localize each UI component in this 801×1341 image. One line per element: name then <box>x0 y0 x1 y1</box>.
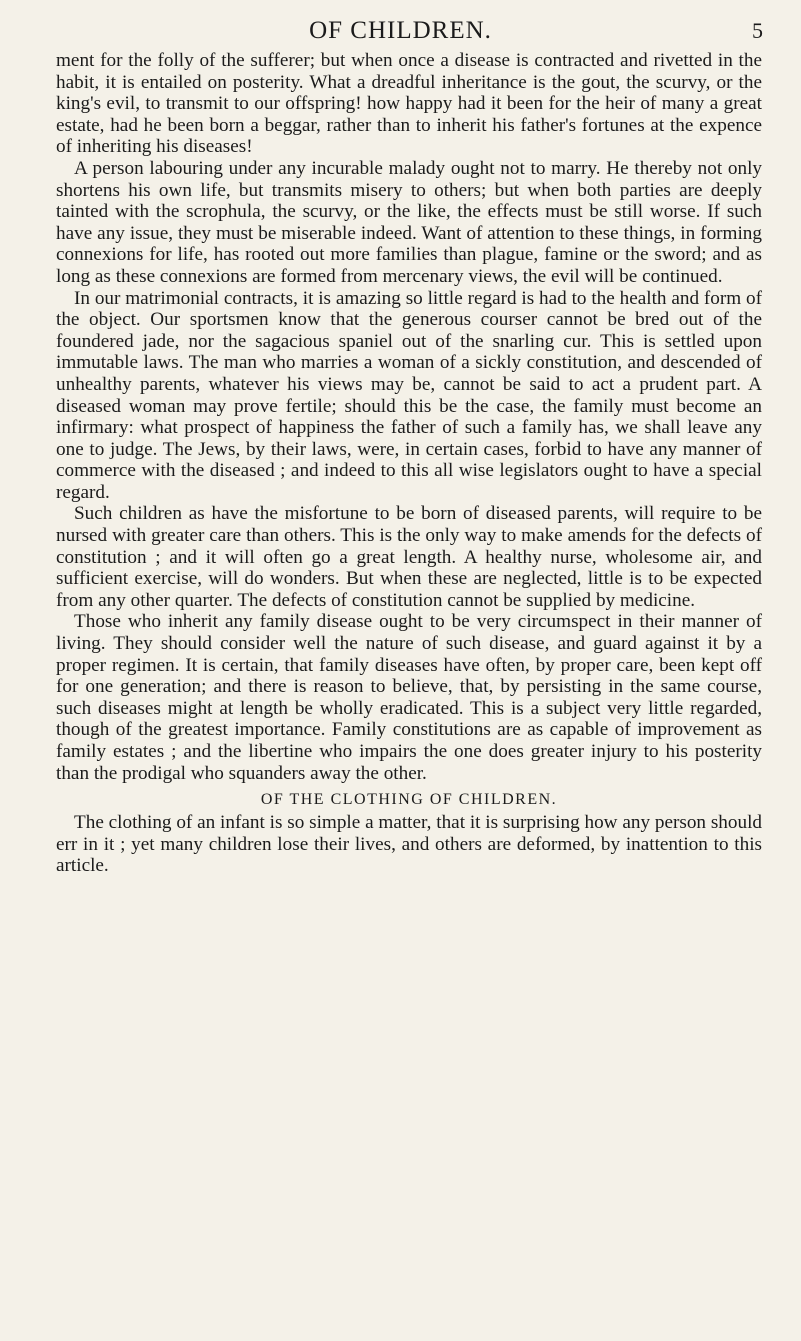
paragraph-matrimonial-contracts: In our matrimonial contracts, it is amazing so little regard is had to the health and form of the object. Our sportsmen know that the generous courser cannot be bred out of the foundered jade, nor the sagacious spaniel out of the snarling cur. This is settled upon immutable laws. The man who marries a woman of a sickly constitution, and descended of unhealthy parents, whatever his views may be, cannot be said to act a prudent part. A diseased woman may prove fertile; should this be the case, the family must become an infirmary: what prospect of happiness the father of such a family has, we shall leave any one to judge. The Jews, by their laws, were, in certain cases, forbid to have any manner of commerce with the diseased ; and indeed to this all wise legislators ought to have a special regard. <box>56 287 762 503</box>
paragraph-diseased-parents: Such children as have the misfortune to be born of diseased parents, will require to be nursed with greater care than others. This is the only way to make amends for the defects of constitution ; and it will often go a great length. A healthy nurse, wholesome air, and sufficient exercise, will do wonders. But when these are neglected, little is to be expected from any other quarter. The defects of constitution cannot be supplied by medicine. <box>56 503 762 611</box>
paragraph-clothing: The clothing of an infant is so simple a matter, that it is surprising how any person should err in it ; yet many children lose their lives, and others are deformed, by inattention to this article. <box>56 812 762 877</box>
paragraph-marriage-malady: A person labouring under any incurable malady ought not to marry. He thereby not only shortens his own life, but transmits misery to others; but when both parties are deeply tainted with the scrophula, the scurvy, or the like, the effects must be still worse. If such have any issue, they must be miserable indeed. Want of attention to these things, in forming connexions for life, has rooted out more families than plague, famine or the sword; and as long as these connexions are formed from mercenary views, the evil will be continued. <box>56 157 762 287</box>
paragraph-family-disease: Those who inherit any family disease ought to be very circumspect in their manner of living. They should consider well the nature of such disease, and guard against it by a proper regimen. It is certain, that family diseases have often, by proper care, been kept off for one generation; and there is reason to believe, that, by persisting in the same course, such diseases might at length be wholly eradicated. This is a subject very little regarded, though of the greatest importance. Family constitutions are as capable of improvement as family estates ; and the libertine who impairs the one does greater injury to his posterity than the prodigal who squanders away the other. <box>56 611 762 784</box>
running-head <box>0 14 801 50</box>
body-text <box>56 50 762 877</box>
page-number: 5 <box>752 18 763 43</box>
section-heading: OF THE CLOTHING OF CHILDREN. <box>260 791 558 809</box>
paragraph-continuation: ment for the folly of the sufferer; but when once a disease is contracted and rivetted in the habit, it is entailed on posterity. What a dreadful inheritance is the gout, the scurvy, or the king's evil, to transmit to our offspring! how happy had it been for the heir of many a great estate, had he been born a beggar, rather than to inherit his father's fortunes at the expence of inheriting his diseases! <box>56 50 762 158</box>
running-title: OF CHILDREN. <box>309 17 492 44</box>
